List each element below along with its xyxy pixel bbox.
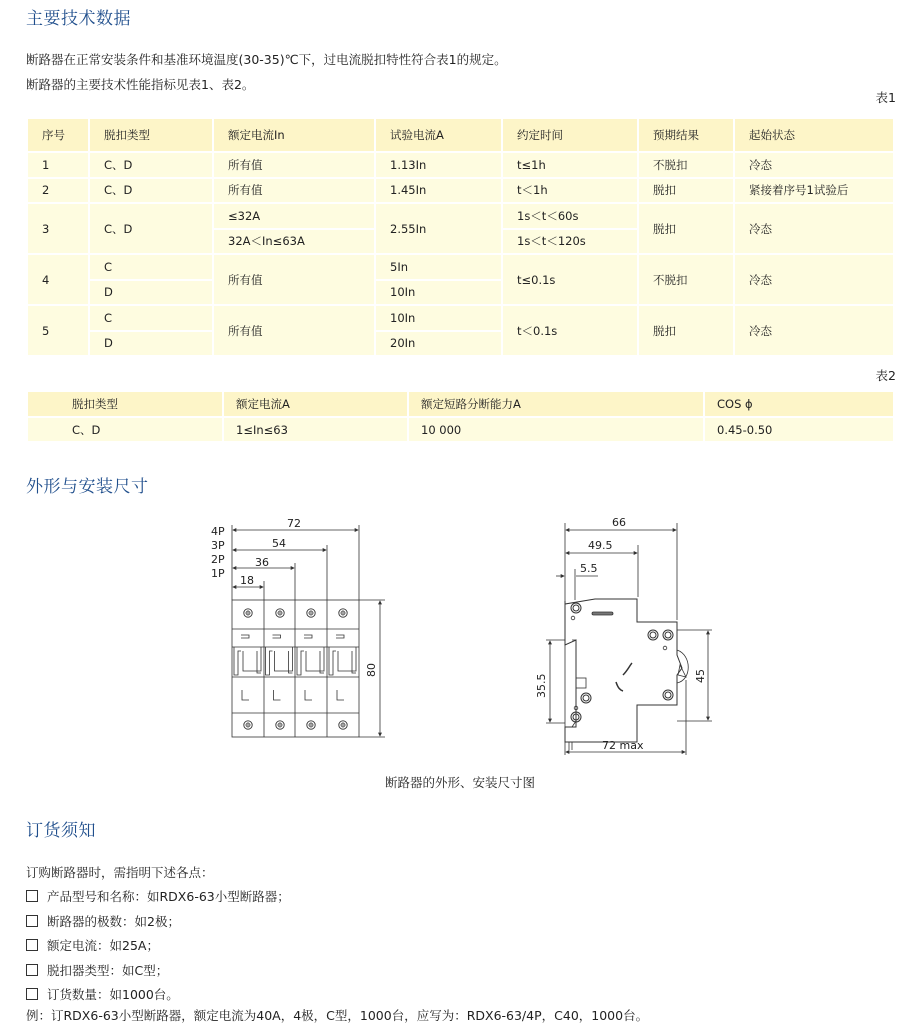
cell-result: 脱扣 [638, 305, 734, 356]
header-time: 约定时间 [502, 118, 638, 152]
width-4p: 72 [287, 517, 301, 530]
cell-time: t≤0.1s [502, 254, 638, 305]
table-row [27, 254, 894, 280]
section-title-ordering: 订货须知 [26, 821, 96, 841]
cell-time: 1s＜t＜120s [502, 229, 638, 255]
screw-icon [244, 609, 347, 729]
cell-time: t＜0.1s [502, 305, 638, 356]
table1-label: 表1 [875, 90, 896, 105]
table-performance [26, 390, 895, 443]
order-checklist [26, 884, 290, 1007]
cell-type: C、D [89, 203, 213, 254]
cell-no: 1 [27, 152, 89, 178]
order-example: 例：订RDX6-63小型断路器，额定电流为40A，4极，C型，1000台，应写为：RDX6-63/4P，C40，1000台。 [26, 1008, 649, 1023]
cell-test: 10In [375, 305, 502, 331]
intro-line-1: 断路器在正常安装条件和基准环境温度(30-35)℃下，过电流脱扣特性符合表1的规定。 [26, 52, 507, 67]
list-item [26, 933, 290, 958]
cell-rated: 所有值 [213, 305, 375, 356]
header-rated-current: 额定电流A [223, 391, 408, 417]
pole-label-1p: 1P [211, 567, 225, 580]
cell-no: 2 [27, 178, 89, 204]
figure-caption: 断路器的外形、安装尺寸图 [384, 775, 535, 790]
cell-no: 5 [27, 305, 89, 356]
cell-time: t＜1h [502, 178, 638, 204]
intro-line-2: 断路器的主要技术性能指标见表1、表2。 [26, 77, 255, 92]
cell-breaking-capacity: 10 000 [408, 417, 704, 442]
section-title-dimensions: 外形与安装尺寸 [26, 477, 149, 497]
cell-no: 4 [27, 254, 89, 305]
list-item-text: 产品型号和名称：如RDX6-63小型断路器； [47, 889, 290, 905]
cell-type: C、D [89, 178, 213, 204]
table-row [27, 178, 894, 204]
cell-rated: 所有值 [213, 254, 375, 305]
cell-cos-phi: 0.45-0.50 [704, 417, 894, 442]
cell-rated: ≤32A [213, 203, 375, 229]
checkbox-icon [26, 964, 38, 976]
list-item [26, 884, 290, 909]
header-cos-phi: COS ϕ [704, 391, 894, 417]
cell-test: 1.13In [375, 152, 502, 178]
table-row [27, 203, 894, 229]
cell-state: 紧接着序号1试验后 [734, 178, 894, 204]
table-row [27, 305, 894, 331]
cell-rated: 32A＜In≤63A [213, 229, 375, 255]
checkbox-icon [26, 915, 38, 927]
cell-no: 3 [27, 203, 89, 254]
pole-label-2p: 2P [211, 553, 225, 566]
checkbox-icon [26, 890, 38, 902]
rail-height-35-5: 35.5 [535, 673, 548, 698]
cell-test: 2.55In [375, 203, 502, 254]
cell-test: 5In [375, 254, 502, 280]
header-trip-type: 脱扣类型 [89, 118, 213, 152]
pole-label-4p: 4P [211, 525, 225, 538]
table2-label: 表2 [875, 368, 896, 383]
front-view-drawing [195, 505, 395, 750]
order-intro: 订购断路器时，需指明下述各点： [26, 865, 214, 880]
pole-label-3p: 3P [211, 539, 225, 552]
cell-rated-current: 1≤In≤63 [223, 417, 408, 442]
table-header-row [27, 118, 894, 152]
table-header-row [27, 391, 894, 417]
side-view-drawing [520, 505, 720, 765]
header-breaking-capacity: 额定短路分断能力A [408, 391, 704, 417]
cell-type: C、D [89, 152, 213, 178]
checkbox-icon [26, 939, 38, 951]
header-no: 序号 [27, 118, 89, 152]
width-2p: 36 [255, 556, 269, 569]
cell-state: 冷态 [734, 152, 894, 178]
front-height-45: 45 [694, 669, 707, 683]
list-item [26, 958, 290, 983]
checkbox-icon [26, 988, 38, 1000]
cell-result: 脱扣 [638, 203, 734, 254]
depth-66: 66 [612, 516, 626, 529]
list-item [26, 982, 290, 1007]
depth-5-5: 5.5 [580, 562, 598, 575]
cell-trip-type: C、D [27, 417, 223, 442]
header-rated-current: 额定电流In [213, 118, 375, 152]
max-length-72: 72 max [602, 739, 644, 752]
section-title-specs: 主要技术数据 [26, 9, 131, 29]
table-trip-characteristics [26, 117, 895, 357]
table-row [27, 152, 894, 178]
header-result: 预期结果 [638, 118, 734, 152]
list-item-text: 订货数量：如1000台。 [47, 987, 179, 1003]
width-1p: 18 [240, 574, 254, 587]
list-item-text: 额定电流：如25A； [47, 938, 159, 954]
cell-test: 20In [375, 331, 502, 357]
cell-test: 10In [375, 280, 502, 306]
header-test-current: 试验电流A [375, 118, 502, 152]
cell-state: 冷态 [734, 305, 894, 356]
list-item-text: 脱扣器类型：如C型； [47, 962, 169, 978]
list-item-text: 断路器的极数：如2极； [47, 913, 180, 929]
cell-test: 1.45In [375, 178, 502, 204]
cell-result: 脱扣 [638, 178, 734, 204]
cell-type: C [89, 254, 213, 280]
cell-type: D [89, 331, 213, 357]
cell-state: 冷态 [734, 254, 894, 305]
mounting-hole-icon [571, 603, 673, 722]
cell-result: 不脱扣 [638, 254, 734, 305]
height-80: 80 [365, 663, 378, 677]
depth-49-5: 49.5 [588, 539, 613, 552]
cell-rated: 所有值 [213, 152, 375, 178]
header-state: 起始状态 [734, 118, 894, 152]
width-3p: 54 [272, 537, 286, 550]
table-row [27, 417, 894, 442]
cell-result: 不脱扣 [638, 152, 734, 178]
cell-rated: 所有值 [213, 178, 375, 204]
cell-type: D [89, 280, 213, 306]
cell-time: 1s＜t＜60s [502, 203, 638, 229]
header-trip-type: 脱扣类型 [27, 391, 223, 417]
cell-state: 冷态 [734, 203, 894, 254]
list-item [26, 909, 290, 934]
cell-type: C [89, 305, 213, 331]
cell-time: t≤1h [502, 152, 638, 178]
